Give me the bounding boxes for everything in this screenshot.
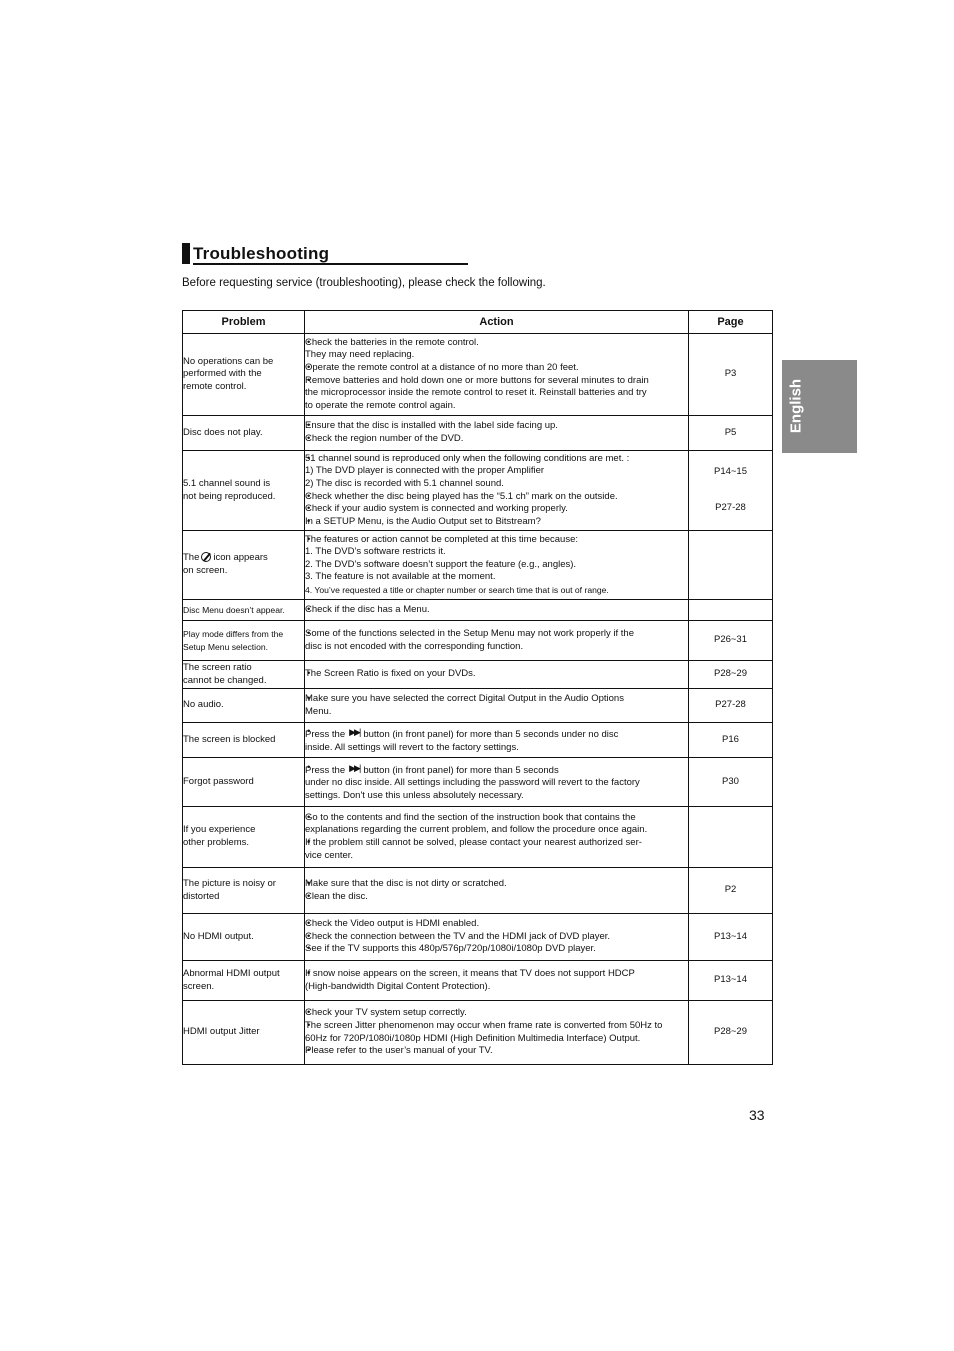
problem-cell: [183, 600, 305, 621]
page-ref: P28~29: [713, 1026, 748, 1038]
action-list: [305, 604, 688, 617]
action-cell: [305, 723, 689, 758]
table-row: [183, 723, 773, 758]
problem-line: 5.1 channel sound is: [183, 477, 271, 489]
action-list: [305, 420, 688, 445]
action-cell: [305, 914, 689, 961]
problem-line: distorted: [183, 890, 220, 902]
page-ref: P28~29: [713, 668, 748, 680]
action-line: • The features or action cannot be completed at this time because:: [305, 534, 688, 547]
action-line: (High-bandwidth Digital Content Protection).: [305, 980, 491, 992]
intro-text: Before requesting service (troubleshooting), please check the following.: [182, 277, 546, 289]
prohibited-icon: [201, 552, 211, 562]
problem-line: If you experience: [183, 824, 256, 836]
page-ref: P2: [724, 884, 737, 896]
problem-line: Forgot password: [183, 775, 254, 787]
page-cell: [689, 868, 773, 914]
action-line: 4. You’ve requested a title or chapter number or search time that is out of range.: [305, 584, 609, 595]
action-cell: [305, 1001, 689, 1065]
action-line: • Check the batteries in the remote control.: [305, 337, 688, 350]
action-line: 1. The DVD’s software restricts it.: [305, 546, 446, 558]
action-line: vice center.: [305, 849, 354, 861]
page-ref: P13~14: [713, 974, 748, 986]
problem-line: remote control.: [183, 380, 247, 392]
page-gap: [689, 479, 772, 502]
action-cell: [305, 416, 689, 451]
action-cell: [305, 451, 689, 531]
action-list: [305, 337, 688, 413]
problem-line: on screen.: [183, 565, 228, 576]
action-list: [305, 878, 688, 903]
page-cell: [689, 689, 773, 723]
action-line: the microprocessor inside the remote control to reset it. Reinstall batteries and try: [305, 387, 647, 399]
action-cell: [305, 961, 689, 1001]
problem-line: Disc does not play.: [183, 426, 263, 438]
problem-line: No operations can be: [183, 355, 274, 367]
problem-line: The screen is blocked: [183, 733, 276, 745]
table-row: [183, 914, 773, 961]
header-page: Page: [689, 311, 773, 334]
action-line: disc is not encoded with the corresponding function.: [305, 640, 524, 652]
problem-post: icon appears: [213, 552, 268, 564]
page-ref: P13~14: [713, 930, 748, 942]
action-cell: [305, 600, 689, 621]
action-line: settings. Don't use this unless absolutely necessary.: [305, 789, 524, 801]
problem-cell: [183, 868, 305, 914]
problem-cell: [183, 961, 305, 1001]
action-line: • Make sure that the disc is not dirty or scratched.: [305, 878, 688, 891]
problem-line: The screen ratio: [183, 661, 252, 673]
problem-pre: The: [183, 552, 200, 564]
problem-line: screen.: [183, 980, 215, 992]
problem-cell: [183, 723, 305, 758]
action-list: [305, 1007, 688, 1057]
language-tab-label: English: [787, 378, 805, 434]
action-line: explanations regarding the current problem, and follow the procedure once again.: [305, 824, 648, 836]
table-row: [183, 531, 773, 600]
action-line: • Check the Video output is HDMI enabled.: [305, 918, 688, 931]
action-cell: [305, 758, 689, 807]
action-line: to operate the remote control again.: [305, 399, 456, 411]
action-line: • Check the connection between the TV and the HDMI jack of DVD player.: [305, 931, 688, 944]
problem-cell: [183, 807, 305, 868]
page-ref: P30: [722, 775, 739, 787]
page-cell: [689, 758, 773, 807]
problem-line: not being reproduced.: [183, 490, 276, 502]
action-cell: [305, 689, 689, 723]
action-line: Menu.: [305, 705, 332, 717]
action-line: They may need replacing.: [305, 349, 415, 361]
page-cell: [689, 961, 773, 1001]
language-tab: [782, 360, 857, 453]
action-line: [305, 726, 688, 742]
action-cell: [305, 334, 689, 416]
problem-line: Play mode differs from the: [183, 628, 284, 639]
page-number: 33: [749, 1107, 765, 1123]
problem-line: No audio.: [183, 699, 224, 711]
action-post: button (in front panel) for more than 5 seconds: [363, 764, 559, 776]
action-line: • In a SETUP Menu, is the Audio Output set to Bitstream?: [305, 516, 688, 529]
title-underline: [193, 263, 468, 265]
table-row: [183, 416, 773, 451]
action-pre: Press the: [305, 764, 346, 776]
page-cell: [689, 807, 773, 868]
action-line: • Check if the disc has a Menu.: [305, 604, 688, 617]
troubleshooting-table: [182, 310, 773, 1065]
action-line: • Go to the contents and find the section of the instruction book that contains the: [305, 812, 688, 825]
header-problem: Problem: [183, 311, 305, 334]
page-cell: [689, 600, 773, 621]
page-ref: P27-28: [715, 502, 746, 513]
action-line: • Clean the disc.: [305, 891, 688, 904]
action-line: • See if the TV supports this 480p/576p/720p/1080i/1080p DVD player.: [305, 943, 688, 956]
problem-cell: [183, 758, 305, 807]
action-list: [305, 668, 688, 681]
page-ref: P16: [722, 733, 739, 745]
action-line: 3. The feature is not available at the moment.: [305, 571, 496, 583]
problem-line: [183, 552, 304, 565]
problem-cell: [183, 661, 305, 689]
page-ref: P27-28: [715, 699, 746, 711]
action-list: [305, 762, 688, 803]
problem-cell: [183, 531, 305, 600]
action-line: [305, 762, 688, 778]
action-line: 60Hz for 720P/1080i/1080p HDMI (High Definition Multimedia Interface) Output.: [305, 1032, 641, 1044]
page-title: Troubleshooting: [193, 244, 330, 263]
table-row: [183, 334, 773, 416]
action-list: [305, 812, 688, 862]
action-line: • Make sure you have selected the correct Digital Output in the Audio Options: [305, 693, 688, 706]
action-line: • Please refer to the user’s manual of your TV.: [305, 1045, 688, 1058]
problem-cell: [183, 689, 305, 723]
page-cell: [689, 531, 773, 600]
action-list: [305, 918, 688, 956]
problem-cell: [183, 914, 305, 961]
page-ref: P26~31: [713, 634, 748, 646]
problem-cell: [183, 621, 305, 661]
action-line: • The screen Jitter phenomenon may occur when frame rate is converted from 50Hz to: [305, 1020, 688, 1033]
action-line: 2) The disc is recorded with 5.1 channel sound.: [305, 477, 504, 489]
action-line: • Ensure that the disc is installed with the label side facing up.: [305, 420, 688, 433]
action-line: • Check the region number of the DVD.: [305, 433, 688, 446]
page-ref: P5: [724, 426, 737, 438]
problem-line: other problems.: [183, 837, 250, 848]
problem-line: Disc Menu doesn’t appear.: [183, 604, 285, 615]
page-ref: P14~15: [713, 466, 748, 478]
table-row: [183, 451, 773, 531]
problem-line: HDMI output Jitter: [183, 1026, 260, 1038]
page-cell: [689, 1001, 773, 1065]
problem-line: Setup Menu selection.: [183, 641, 269, 652]
action-line: inside. All settings will revert to the factory settings.: [305, 741, 519, 753]
problem-cell: [183, 334, 305, 416]
action-list: [305, 628, 688, 653]
action-line: • Remove batteries and hold down one or more buttons for several minutes to drain: [305, 375, 688, 388]
table-row: [183, 868, 773, 914]
header-action: Action: [305, 311, 689, 334]
problem-line: performed with the: [183, 368, 262, 380]
action-cell: [305, 661, 689, 689]
problem-line: cannot be changed.: [183, 674, 267, 686]
table-row: [183, 1001, 773, 1065]
title-marker-bar: [182, 243, 190, 264]
action-line: • If snow noise appears on the screen, it means that TV does not support HDCP: [305, 968, 688, 981]
page-cell: [689, 451, 773, 531]
action-cell: [305, 621, 689, 661]
action-list: [305, 453, 688, 529]
action-line: • Check whether the disc being played has the “5.1 ch” mark on the outside.: [305, 491, 688, 504]
action-cell: [305, 531, 689, 600]
action-pre: Press the: [305, 728, 346, 740]
problem-line: No HDMI output.: [183, 930, 254, 942]
action-line: • 51 channel sound is reproduced only when the following conditions are met. :: [305, 453, 688, 466]
page-cell: [689, 334, 773, 416]
page-cell: [689, 416, 773, 451]
table-row: [183, 689, 773, 723]
table-header-row: [183, 311, 773, 334]
action-line: • The Screen Ratio is fixed on your DVDs.: [305, 668, 688, 681]
table-row: [183, 758, 773, 807]
action-list: [305, 534, 688, 597]
action-line: 2. The DVD’s software doesn’t support the feature (e.g., angles).: [305, 558, 577, 570]
problem-cell: [183, 451, 305, 531]
problem-cell: [183, 1001, 305, 1065]
skip-forward-icon: ▶▶|: [349, 762, 360, 773]
action-line: • If the problem still cannot be solved, please contact your nearest authorized ser-: [305, 837, 688, 850]
action-line: • Some of the functions selected in the Setup Menu may not work properly if the: [305, 628, 688, 641]
table-row: [183, 961, 773, 1001]
section-title: [182, 243, 468, 265]
action-line: • Operate the remote control at a distance of no more than 20 feet.: [305, 362, 688, 375]
action-cell: [305, 868, 689, 914]
table-row: [183, 807, 773, 868]
page-cell: [689, 723, 773, 758]
action-post: button (in front panel) for more than 5 seconds under no disc: [363, 728, 619, 740]
action-line: under no disc inside. All settings including the password will revert to the factory: [305, 777, 640, 789]
action-line: 1) The DVD player is connected with the proper Amplifier: [305, 465, 545, 477]
table-row: [183, 661, 773, 689]
table-row: [183, 621, 773, 661]
action-list: [305, 726, 688, 754]
table-row: [183, 600, 773, 621]
action-line: • Check your TV system setup correctly.: [305, 1007, 688, 1020]
page-cell: [689, 661, 773, 689]
problem-line: Abnormal HDMI output: [183, 967, 280, 979]
problem-cell: [183, 416, 305, 451]
page-cell: [689, 621, 773, 661]
page-ref: P3: [724, 368, 737, 380]
problem-line: The picture is noisy or: [183, 877, 276, 889]
action-line: • Check if your audio system is connected and working properly.: [305, 503, 688, 516]
skip-forward-icon: ▶▶|: [349, 726, 360, 737]
action-cell: [305, 807, 689, 868]
action-list: [305, 693, 688, 718]
action-list: [305, 968, 688, 993]
page-cell: [689, 914, 773, 961]
